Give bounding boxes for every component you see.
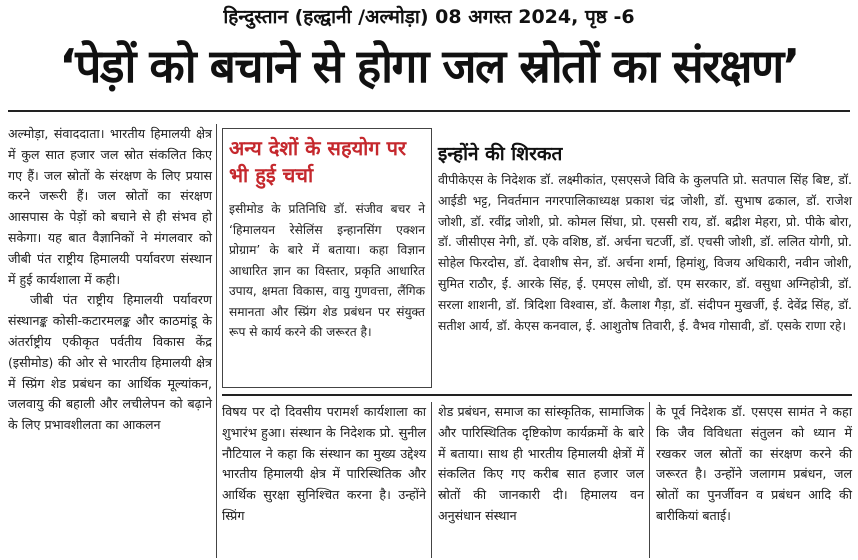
column-1-paragraph-2: जीबी पंत राष्ट्रीय हिमालयी पर्यावरण संस्थानङ्क कोसी-कटारमलङ्क और काठमांडू के अंतर्राष्ट्रीय एकीकृत पर्वतीय विकास केंद्र (इसीमोड) की ओर से भारतीय हिमालयी क्षेत्र में स्प्रिंग शेड प्रबंधन का आर्थिक मूल्यांकन, जलवायु की बहाली और लचीलेपन को बढ़ाने के लिए प्रभावशीलता का आकलन (8, 292, 212, 433)
article-column-2 (222, 402, 426, 527)
column-divider-3 (649, 402, 650, 558)
column-1-paragraph-1: अल्मोड़ा, संवाददाता। भारतीय हिमालयी क्षेत्र में कुल सात हजार जल स्रोत संकलित किए गए हैं। जल स्रोतों के संरक्षण के लिए प्रयास करने जरूरी हैं। जल स्रोतों का संरक्षण आसपास के पेड़ों को बचाने से ही संभव हो सकेगा। यह बात वैज्ञानिकों ने मंगलवार को जीबी पंत राष्ट्रीय हिमालयी पर्यावरण संस्थान में हुई कार्यशाला में कही। (8, 126, 212, 287)
headline-rule (8, 110, 850, 112)
article-column-1 (8, 124, 212, 436)
participants-title: इन्होंने की शिरकत (438, 143, 563, 165)
article-column-4 (656, 402, 852, 527)
sidebar-box-body: इसीमोड के प्रतिनिधि डॉ. संजीव बचर ने ‘हिमालयन रेसेलिंस इन्हानसिंग एक्शन प्रोग्राम’ के बारे में बताया। कहा विज्ञान आधारित ज्ञान का विस्तार, प्रकृति आधारित उपाय, क्षमता विकास, वायु गुणवत्ता, लैंगिक समानता और स्प्रिंग शेड प्रबंधन पर संयुक्त रूप से कार्य करने की जरूरत है। (229, 202, 425, 339)
column-2-text: विषय पर दो दिवसीय परामर्श कार्यशाला का शुभारंभ हुआ। संस्थान के निदेशक प्रो. सुनील नौटियाल ने कहा कि संस्थान का मुख्य उद्देश्य भारतीय हिमालयी क्षेत्र में पारिस्थितिक और आर्थिक सुरक्षा सुनिश्चित करना है। उन्होंने स्प्रिंग (222, 404, 426, 523)
sidebar-box-title: अन्य देशों के सहयोग पर भी हुई चर्चा (229, 136, 407, 187)
column-3-text: शेड प्रबंधन, समाज का सांस्कृतिक, सामाजिक और पारिस्थितिक दृष्टिकोण कार्यक्रमों के बारे में बताया। साथ ही भारतीय हिमालयी क्षेत्रों में संकलित किए गए करीब सात हजार जल स्रोतों की जानकारी दी। हिमालय वन अनुसंधान संस्थान (438, 404, 644, 523)
article-column-3 (438, 402, 644, 527)
sidebar-box (222, 128, 432, 388)
section-rule (222, 394, 852, 396)
column-4-text: के पूर्व निदेशक डॉ. एसएस सामंत ने कहा कि जैव विविधता संतुलन को ध्यान में रखकर जल स्रोतों का संरक्षण करने की जरूरत है। उन्होंने जलागम प्रबंधन, जल स्रोतों का पुनर्जीवन व प्रबंधन आदि की बारीकियां बताई। (656, 404, 852, 523)
participants-list: वीपीकेएस के निदेशक डॉ. लक्ष्मीकांत, एसएसजे विवि के कुलपति प्रो. सतपाल सिंह बिष्ट, डॉ. आईडी भट्ट, निवर्तमान नगरपालिकाध्यक्ष प्रकाश चंद्र जोशी, डॉ. सुभाष ढकाल, डॉ. राजेश जोशी, डॉ. रवींद्र जोशी, प्रो. कोमल सिंघा, प्रो. एससी राय, डॉ. बद्रीश मेहरा, प्रो. पीके बोरा, डॉ. जीसीएस नेगी, डॉ. एके वशिष्ठ, डॉ. अर्चना चटर्जी, डॉ. एचसी जोशी, डॉ. ललित योगी, प्रो. सोहेल फिरदोस, डॉ. देवाशीष सेन, डॉ. अर्चना शर्मा, हिमांशु, विजय अधिकारी, नवीन जोशी, सुमित राठौर, ई. आरके सिंह, ई. एमएस लोधी, डॉ. एम सरकार, डॉ. वसुधा अग्निहोत्री, डॉ. सरला शाशनी, डॉ. त्रिदिशा विश्वास, डॉ. कैलाश गैड़ा, डॉ. संदीपन मुखर्जी, ई. देवेंद्र सिंह, डॉ. सतीश आर्य, डॉ. केएस कनवाल, ई. आशुतोष तिवारी, ई. वैभव गोसावी, डॉ. एसके राणा रहे। (438, 172, 852, 333)
column-divider-1 (216, 124, 217, 558)
column-divider-2 (431, 402, 432, 558)
headline: ‘पेड़ों को बचाने से होगा जल स्रोतों का संरक्षण’ (59, 39, 799, 93)
masthead-line: हिन्दुस्तान (हल्द्वानी /अल्मोड़ा) 08 अगस्त 2024, पृष्ठ -6 (223, 6, 635, 28)
